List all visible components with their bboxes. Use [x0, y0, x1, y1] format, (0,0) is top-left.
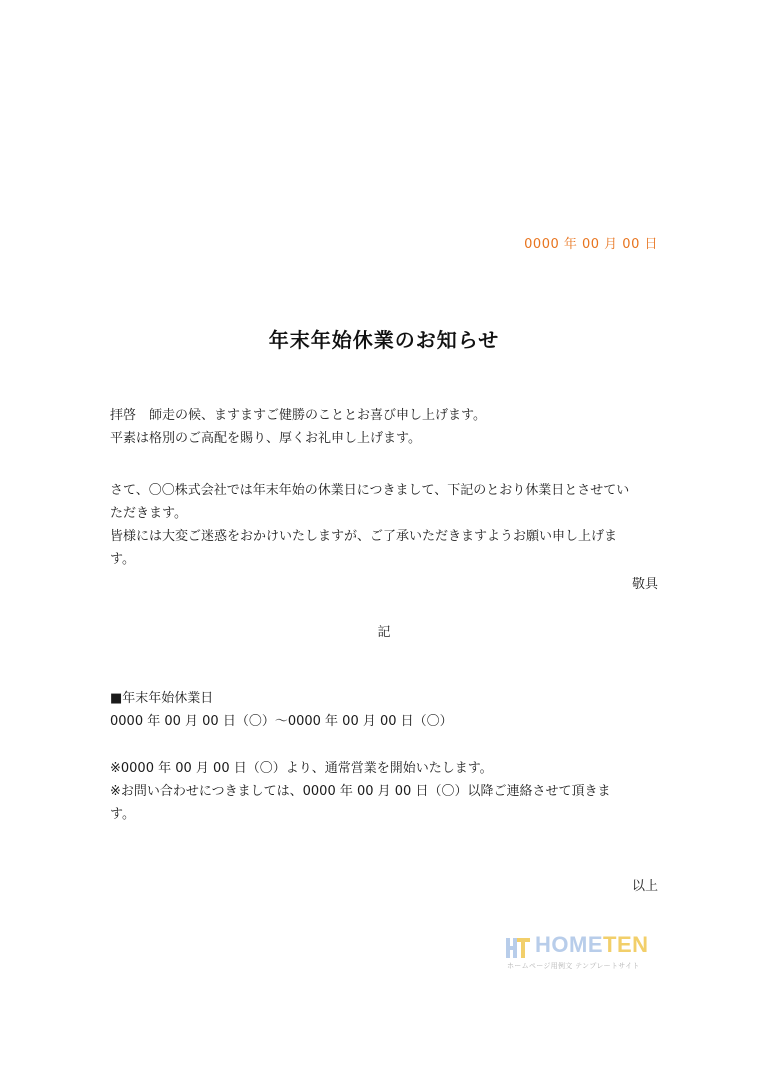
closing-ijo: 以上 — [631, 879, 658, 894]
ki-heading: 記 — [377, 625, 391, 640]
document-date: 0000 年 00 月 00 日 — [524, 237, 658, 252]
paragraph-line: ただきます。 — [110, 506, 187, 521]
holiday-period: 0000 年 00 月 00 日（〇）〜0000 年 00 月 00 日（〇） — [110, 714, 453, 729]
hometen-logo-text: HOMETEN — [535, 932, 649, 957]
document-title: 年末年始休業のお知らせ — [268, 328, 500, 352]
section-heading: ■年末年始休業日 — [110, 691, 214, 706]
hometen-logo — [505, 930, 665, 974]
note-line: ※お問い合わせにつきましては、0000 年 00 月 00 日（〇）以降ご連絡させて頂きま — [110, 784, 611, 799]
greeting-block — [110, 404, 660, 450]
paragraph-line: さて、〇〇株式会社では年末年始の休業日につきまして、下記のとおり休業日とさせてい — [110, 483, 630, 498]
notes-block — [110, 757, 660, 826]
greeting-line: 平素は格別のご高配を賜り、厚くお礼申し上げます。 — [110, 431, 421, 446]
hometen-logo-subtitle: ホームページ用例文 テンプレートサイト — [507, 962, 640, 970]
hometen-logo-icon — [505, 934, 531, 960]
closing-keigu: 敬具 — [631, 577, 658, 592]
note-line: す。 — [110, 807, 135, 822]
greeting-line: 拝啓 師走の候、ますますご健勝のこととお喜び申し上げます。 — [110, 408, 486, 423]
paragraph-line: す。 — [110, 552, 135, 567]
holiday-section — [110, 687, 660, 733]
note-line: ※0000 年 00 月 00 日（〇）より、通常営業を開始いたします。 — [110, 761, 493, 776]
paragraph-line: 皆様には大変ご迷惑をおかけいたしますが、ご了承いただきますようお願い申し上げま — [110, 529, 618, 544]
main-paragraph — [110, 479, 660, 571]
